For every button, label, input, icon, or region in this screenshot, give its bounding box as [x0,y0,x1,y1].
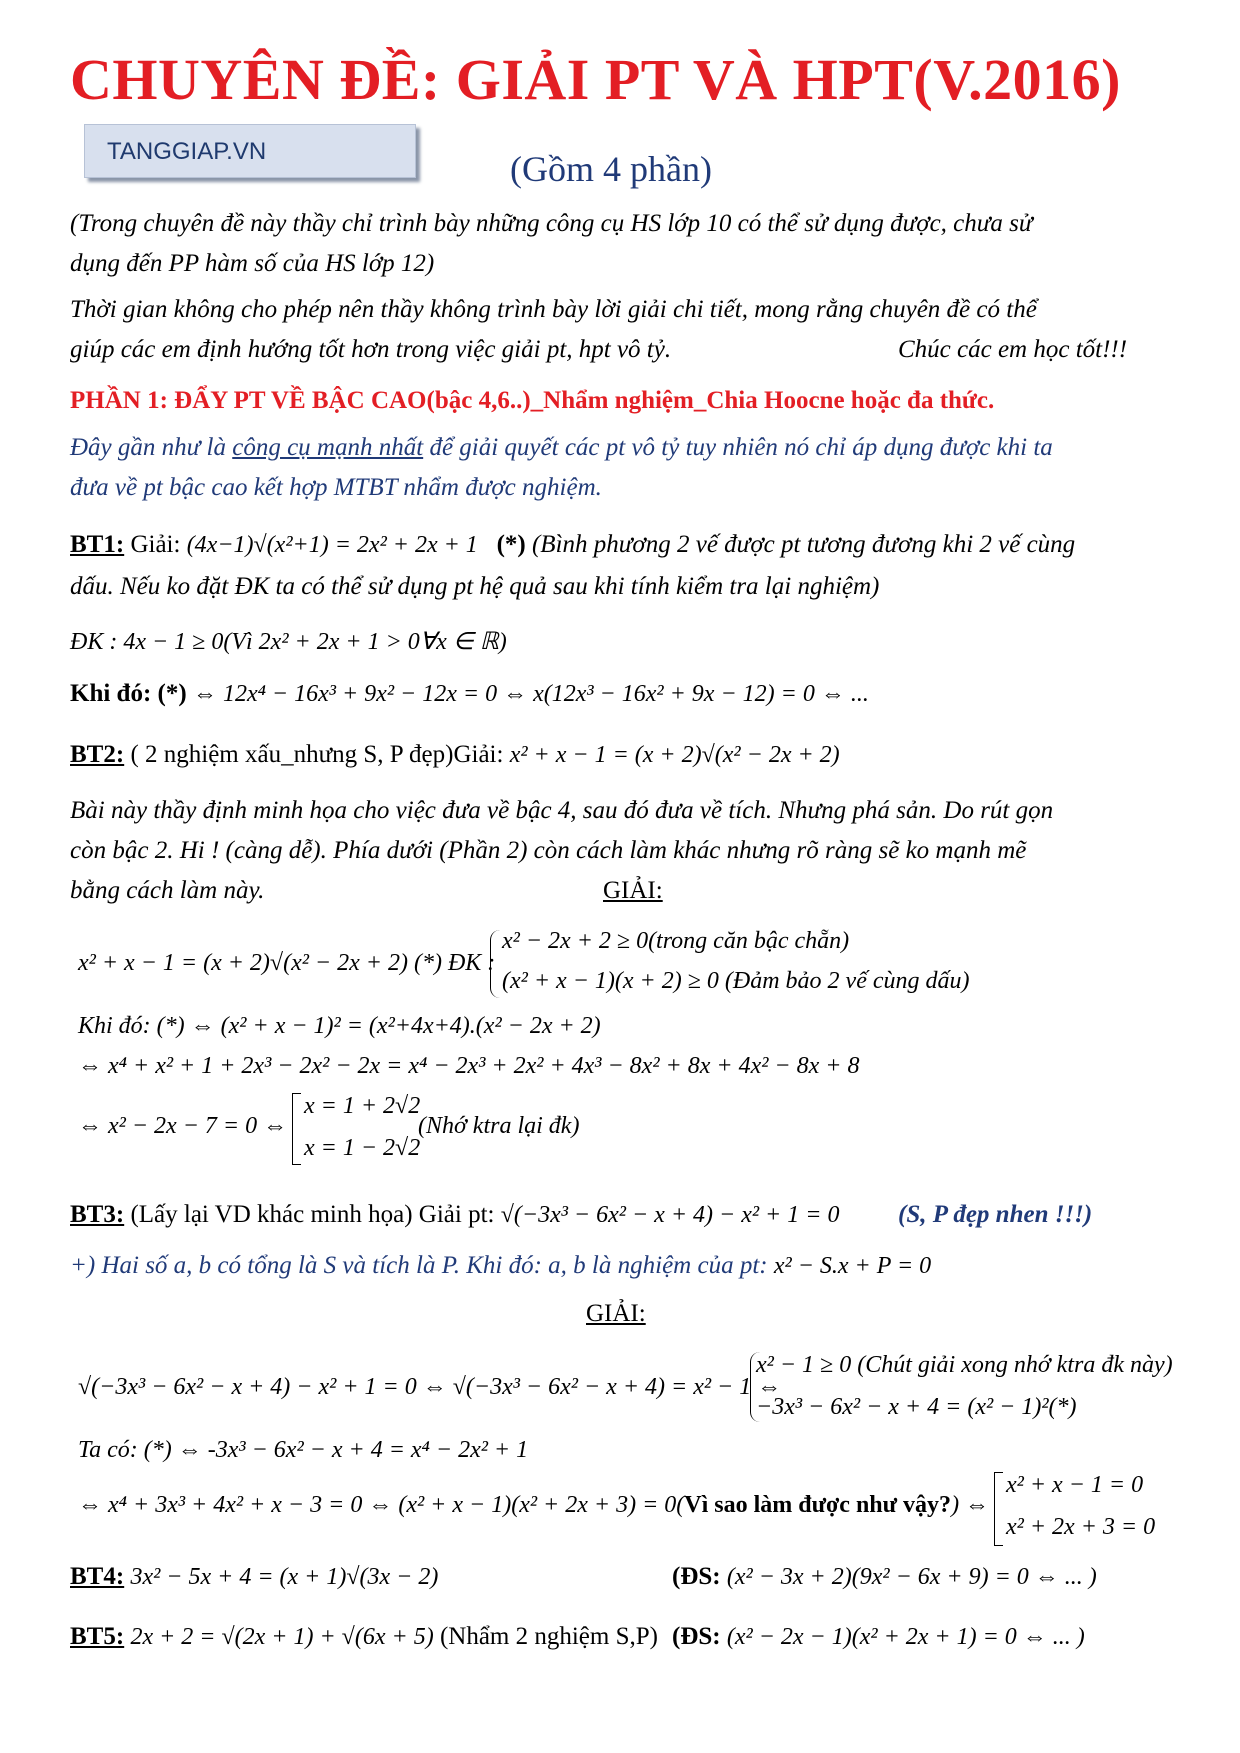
bt4-line [70,1563,438,1591]
bt3-root-2: x² + 2x + 3 = 0 [1006,1514,1156,1540]
part1-heading: PHẦN 1: ĐẨY PT VỀ BẬC CAO(bậc 4,6..)_Nhẩm nghiệm_Chia Hoocne hoặc đa thức. [70,387,995,414]
bt2-para-2: còn bậc 2. Hi ! (càng dễ). Phía dưới (Phần 2) còn cách làm khác nhưng rõ ràng sẽ ko mạnh mẽ [70,837,1027,864]
intro-line-2: dụng đến PP hàm số của HS lớp 12) [70,250,435,277]
document-title: CHUYÊN ĐỀ: GIẢI PT VÀ HPT(V.2016) [70,47,1121,112]
bt4-equation: 3x² − 5x + 4 = (x + 1)√(3x − 2) [130,1564,439,1590]
bt2-roots-note: (Nhớ ktra lại đk) [418,1113,580,1139]
bt3-root-1: x² + x − 1 = 0 [1006,1472,1144,1498]
bt2-step-4: ⇔ x² − 2x − 7 = 0 ⇔ [78,1113,288,1139]
bt3-note: (S, P đẹp nhen !!!) [898,1201,1093,1228]
bt5-label: BT5: [70,1623,125,1650]
bt2-system-brace [490,930,501,998]
part1-desc-emphasis: công cụ mạnh nhất [232,434,424,461]
bt4-answer-equation: (x² − 3x + 2)(9x² − 6x + 9) = 0 ⇔ ... ) [726,1564,1097,1590]
bt2-system-cond-2: (x² + x − 1)(x + 2) ≥ 0 (Đảm bảo 2 vế cùng dấu) [502,968,970,994]
bt1-khido-equation: ⇔ 12x⁴ − 16x³ + 9x² − 12x = 0 ⇔ x(12x³ − 16x² + 9x − 12) = 0 ⇔ ... [192,681,869,707]
bt5-equation: 2x + 2 = √(2x + 1) + √(6x + 5) [130,1624,434,1650]
bt3-step-3-question: Vì sao làm được như vậy? [684,1492,952,1518]
document-subtitle: (Gồm 4 phần) [510,149,712,189]
bt2-para-3: bằng cách làm này. [70,877,265,904]
intro-line-1: (Trong chuyên đề này thầy chỉ trình bày những công cụ HS lớp 10 có thể sử dụng được, chưa sử [70,210,1033,237]
bt3-system-cond-1: x² − 1 ≥ 0 (Chút giải xong nhớ ktra đk này) [756,1352,1173,1378]
bt3-step-3-eq: ⇔ x⁴ + 3x³ + 4x² + x − 3 = 0 ⇔ (x² + x − 1)(x² + 2x + 3) = 0( [78,1492,685,1518]
bt1-star: (*) [496,531,526,558]
bt5-answer-equation: (x² − 2x − 1)(x² + 2x + 1) = 0 ⇔ ... ) [726,1624,1085,1650]
bt1-note-2: dấu. Nếu ko đặt ĐK ta có thể sử dụng pt hệ quả sau khi tính kiểm tra lại nghiệm) [70,573,880,600]
part1-description-line-2: đưa về pt bậc cao kết hợp MTBT nhẩm được nghiệm. [70,474,602,501]
bt5-answer-label: (ĐS: [672,1623,721,1650]
bt3-label: BT3: [70,1201,125,1228]
bt1-condition: ĐK : 4x − 1 ≥ 0(Vì 2x² + 2x + 1 > 0∀x ∈ ℝ) [70,629,507,655]
site-logo: TANGGIAP.VN [84,124,416,178]
part1-desc-start: Đây gần như là [70,434,233,461]
intro-line-3: Thời gian không cho phép nên thầy không trình bày lời giải chi tiết, mong rằng chuyên đề có thể [70,296,1037,323]
bt3-giai-label: GIẢI: [586,1300,646,1327]
bt1-giai: Giải: [130,531,181,558]
part1-desc-rest: để giải quyết các pt vô tỷ tuy nhiên nó chỉ áp dụng được khi ta [423,434,1053,461]
bt5-note: (Nhẩm 2 nghiệm S,P) [433,1623,658,1650]
bt3-line [70,1201,839,1229]
bt1-line [70,531,1075,559]
bt2-root-1: x = 1 + 2√2 [304,1093,421,1119]
bt4-answer-label: (ĐS: [672,1563,721,1590]
bt3-hint-text: +) Hai số a, b có tổng là S và tích là P. Khi đó: a, b là nghiệm của pt: [70,1252,774,1279]
part1-description-line-1 [70,434,1053,462]
bt5-answer [672,1623,1085,1651]
bt2-label: BT2: [70,741,125,768]
bt1-khido-line [70,680,869,708]
bt3-step-1: √(−3x³ − 6x² − x + 4) − x² + 1 = 0 ⇔ √(−3x³ − 6x² − x + 4) = x² − 1 ⇔ [78,1374,782,1400]
bt3-roots-bracket [994,1472,1003,1546]
bt2-step-2: Khi đó: (*) ⇔ (x² + x − 1)² = (x²+4x+4).(x² − 2x + 2) [78,1013,601,1039]
bt2-step-3: ⇔ x⁴ + x² + 1 + 2x³ − 2x² − 2x = x⁴ − 2x³ + 2x² + 4x³ − 8x² + 8x + 4x² − 8x + 8 [78,1053,860,1079]
bt3-step-2: Ta có: (*) ⇔ -3x³ − 6x² − x + 4 = x⁴ − 2x² + 1 [78,1437,529,1463]
bt1-note-1: (Bình phương 2 vế được pt tương đương khi 2 vế cùng [531,531,1076,558]
bt2-text: ( 2 nghiệm xấu_nhưng S, P đẹp)Giải: [124,741,510,768]
bt4-answer [672,1563,1097,1591]
intro-closing: Chúc các em học tốt!!! [898,336,1128,363]
bt2-system-cond-1: x² − 2x + 2 ≥ 0(trong căn bậc chẵn) [502,928,850,954]
bt1-khido-label: Khi đó: (*) [70,680,187,707]
bt3-step-3 [78,1492,989,1519]
bt4-label: BT4: [70,1563,125,1590]
bt5-line [70,1623,658,1651]
bt2-step-1: x² + x − 1 = (x + 2)√(x² − 2x + 2) (*) ĐK : [78,950,496,976]
bt3-equation: √(−3x³ − 6x² − x + 4) − x² + 1 = 0 [500,1202,840,1228]
bt3-hint [70,1252,931,1280]
bt2-giai-label: GIẢI: [603,877,663,904]
bt2-para-1: Bài này thầy định minh họa cho việc đưa về bậc 4, sau đó đưa về tích. Nhưng phá sản. Do rút gọn [70,797,1054,824]
intro-line-4: giúp các em định hướng tốt hơn trong việc giải pt, hpt vô tỷ. [70,336,672,363]
bt3-hint-equation: x² − S.x + P = 0 [773,1253,932,1279]
bt3-system-cond-2: −3x³ − 6x² − x + 4 = (x² − 1)²(*) [756,1394,1077,1420]
bt3-text: (Lấy lại VD khác minh họa) Giải pt: [124,1201,501,1228]
bt3-step-3-end: ) ⇔ [951,1492,990,1518]
bt1-label: BT1: [70,531,125,558]
bt2-equation: x² + x − 1 = (x + 2)√(x² − 2x + 2) [509,742,840,768]
bt2-root-2: x = 1 − 2√2 [304,1135,421,1161]
bt1-equation: (4x−1)√(x²+1) = 2x² + 2x + 1 [186,532,478,558]
bt2-line [70,741,840,769]
bt2-roots-bracket [292,1093,301,1165]
